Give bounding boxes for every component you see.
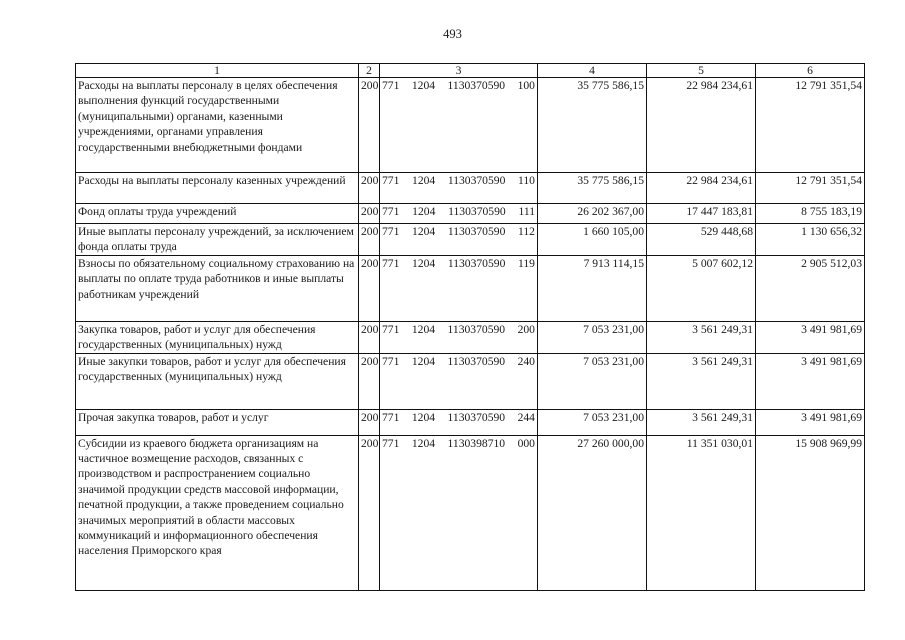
row-col5-amount: 17 447 183,81: [647, 204, 756, 224]
row-name-cell: Субсидии из краевого бюджета организациям на частичное возмещение расходов, связанных с производством и распространением социально значимой продукции средств массовой информации, печатной продукции, а также проведением социально значимых мероприятий в области массовых коммуникаций и информационного обеспечения населения Приморского края: [76, 435, 359, 590]
budget-code-part: 771: [382, 174, 400, 187]
row-code-cell: [380, 204, 538, 224]
row-col4-amount: 7 053 231,00: [538, 321, 647, 353]
budget-table: [75, 63, 865, 591]
row-col4-amount: 7 913 114,15: [538, 255, 647, 321]
row-code-cell: [380, 78, 538, 173]
row-name-cell: Прочая закупка товаров, работ и услуг: [76, 409, 359, 435]
row-col4-amount: 7 053 231,00: [538, 409, 647, 435]
budget-code-part: 1204: [412, 256, 436, 270]
row-col4-amount: 1 660 105,00: [538, 224, 647, 256]
row-col6-amount: 3 491 981,69: [756, 353, 865, 409]
budget-code-part: 771: [382, 256, 400, 270]
row-col6-amount: 15 908 969,99: [756, 435, 865, 590]
row-col6-amount: 3 491 981,69: [756, 409, 865, 435]
budget-code-part: 1204: [411, 410, 436, 424]
budget-code: [382, 256, 535, 271]
row-col4-amount: 27 260 000,00: [538, 435, 647, 590]
table-row: [76, 224, 865, 256]
row-col4-amount: 26 202 367,00: [538, 204, 647, 224]
budget-code-part: 1130370590: [447, 410, 506, 424]
budget-code-part: 1130370590: [447, 174, 506, 187]
row-name-cell: Взносы по обязательному социальному страхованию на выплаты по оплате труда работников и иные выплаты работникам учреждений: [76, 255, 359, 321]
column-header-1: 1: [76, 64, 359, 78]
row-col5-amount: 11 351 030,01: [647, 435, 756, 590]
row-col5-amount: 3 561 249,31: [647, 321, 756, 353]
row-code-cell: [380, 353, 538, 409]
row-code-cell: [380, 224, 538, 256]
row-code-cell: [380, 409, 538, 435]
page-number: 493: [443, 27, 462, 41]
column-header-3: 3: [380, 64, 538, 78]
budget-code-part: 112: [518, 225, 535, 238]
table-row: [76, 409, 865, 435]
row-code-cell: [380, 255, 538, 321]
budget-code-part: 771: [382, 436, 400, 450]
row-col6-amount: 8 755 183,19: [756, 204, 865, 224]
budget-code: [382, 224, 535, 239]
row-col6-amount: 1 130 656,32: [756, 224, 865, 256]
row-col5-amount: 22 984 234,61: [647, 78, 756, 173]
row-col2-cell: 200: [359, 321, 380, 353]
budget-code-part: 1130370590: [447, 79, 506, 92]
budget-code-part: 1130370590: [447, 225, 506, 238]
budget-code-part: 771: [382, 225, 400, 238]
row-col2-cell: 200: [359, 204, 380, 224]
budget-code-part: 000: [517, 436, 535, 450]
row-col6-amount: 3 491 981,69: [756, 321, 865, 353]
row-col2-cell: 200: [359, 409, 380, 435]
header-row: [76, 64, 865, 78]
row-col6-amount: 2 905 512,03: [756, 255, 865, 321]
row-col5-amount: 22 984 234,61: [647, 173, 756, 204]
budget-code-part: 1204: [411, 79, 436, 92]
row-col5-amount: 529 448,68: [647, 224, 756, 256]
budget-code-part: 1204: [411, 322, 436, 336]
row-col5-amount: 5 007 602,12: [647, 255, 756, 321]
column-header-6: 6: [756, 64, 865, 78]
row-col2-cell: 200: [359, 255, 380, 321]
budget-code-part: 1130370590: [448, 205, 506, 218]
budget-code-part: 771: [382, 322, 400, 336]
budget-code: [382, 322, 535, 337]
row-col6-amount: 12 791 351,54: [756, 78, 865, 173]
budget-code: [382, 410, 535, 425]
row-code-cell: [380, 173, 538, 204]
table-row: [76, 255, 865, 321]
row-name-cell: Расходы на выплаты персоналу в целях обеспечения выполнения функций государственными (муниципальными) органами, казенными учреждениями, органами управления государственными внебюджетными фондами: [76, 78, 359, 173]
budget-code-part: 771: [382, 79, 400, 92]
row-name-cell: Закупка товаров, работ и услуг для обеспечения государственных (муниципальных) нужд: [76, 321, 359, 353]
budget-code-part: 1204: [411, 354, 436, 368]
budget-code-part: 771: [382, 410, 400, 424]
budget-code: [382, 204, 535, 219]
row-name-cell: Расходы на выплаты персоналу казенных учреждений: [76, 173, 359, 204]
budget-code-part: 1130370590: [447, 354, 506, 368]
row-col4-amount: 7 053 231,00: [538, 353, 647, 409]
row-col2-cell: 200: [359, 353, 380, 409]
row-code-cell: [380, 321, 538, 353]
row-col5-amount: 3 561 249,31: [647, 353, 756, 409]
budget-code-part: 1204: [412, 174, 436, 187]
table-row: [76, 78, 865, 173]
table-row: [76, 173, 865, 204]
budget-code-part: 244: [517, 410, 535, 424]
budget-code-part: 240: [517, 354, 535, 368]
row-col6-amount: 12 791 351,54: [756, 173, 865, 204]
budget-code-part: 1130398710: [447, 436, 506, 450]
row-col5-amount: 3 561 249,31: [647, 409, 756, 435]
budget-code-part: 1130370590: [447, 322, 506, 336]
row-col2-cell: 200: [359, 173, 380, 204]
table-row: [76, 204, 865, 224]
column-header-2: 2: [359, 64, 380, 78]
budget-code-part: 771: [382, 354, 400, 368]
table-row: [76, 353, 865, 409]
budget-code-part: 111: [518, 205, 535, 218]
budget-code-part: 1204: [412, 225, 436, 238]
row-col4-amount: 35 775 586,15: [538, 78, 647, 173]
column-header-4: 4: [538, 64, 647, 78]
budget-code-part: 1204: [411, 436, 436, 450]
budget-code: [382, 173, 535, 188]
row-name-cell: Иные закупки товаров, работ и услуг для обеспечения государственных (муниципальных) нужд: [76, 353, 359, 409]
budget-code: [382, 436, 535, 451]
budget-code-part: 200: [517, 322, 535, 336]
budget-code-part: 110: [518, 174, 535, 187]
row-name-cell: Иные выплаты персоналу учреждений, за исключением фонда оплаты труда: [76, 224, 359, 256]
row-col4-amount: 35 775 586,15: [538, 173, 647, 204]
row-code-cell: [380, 435, 538, 590]
budget-code: [382, 78, 535, 93]
budget-code: [382, 354, 535, 369]
budget-code-part: 119: [518, 256, 535, 270]
row-col2-cell: 200: [359, 224, 380, 256]
table-row: [76, 321, 865, 353]
column-header-5: 5: [647, 64, 756, 78]
row-name-cell: Фонд оплаты труда учреждений: [76, 204, 359, 224]
row-col2-cell: 200: [359, 78, 380, 173]
row-col2-cell: 200: [359, 435, 380, 590]
budget-code-part: 771: [382, 205, 400, 218]
budget-code-part: 1204: [412, 205, 436, 218]
budget-code-part: 100: [517, 79, 535, 92]
table-row: [76, 435, 865, 590]
budget-code-part: 1130370590: [447, 256, 506, 270]
